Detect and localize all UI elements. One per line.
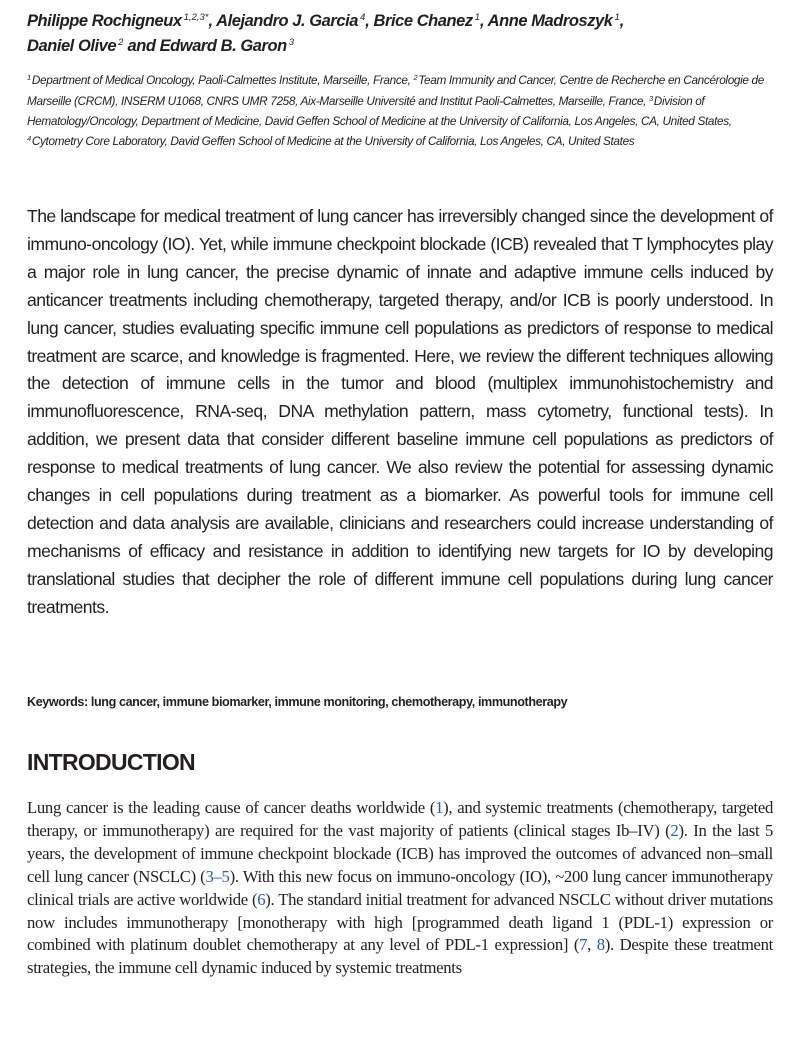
citation-link[interactable]: 8: [596, 935, 605, 955]
author-affiliation-marker[interactable]: 1: [614, 12, 620, 23]
citation-link[interactable]: 6: [257, 889, 266, 909]
affiliation: $^4$Cytometry Core Laboratory, David Geffen School of Medicine at the University of California, Los Angeles, CA, United States: [27, 133, 635, 148]
body-text: ). In the last 5 years, the development of immune checkpoint blockade (ICB) has improved the outcomes of advanced non–small cell lung cancer (NSCLC) (: [27, 820, 773, 886]
citation-link[interactable]: 2: [670, 820, 679, 840]
author-affiliation-marker[interactable]: 2: [118, 37, 124, 48]
introduction-paragraph: [27, 797, 773, 980]
author-affiliation-marker[interactable]: 1: [474, 12, 480, 23]
author: Brice Chanez $^1$,: [373, 12, 488, 30]
author-affiliation-marker[interactable]: 4: [359, 12, 366, 23]
author-affiliation-marker[interactable]: 3: [288, 37, 295, 48]
author-list: [27, 10, 773, 60]
affiliations: [27, 71, 773, 152]
citation-link[interactable]: 3–5: [205, 866, 230, 886]
affiliation: $^1$Department of Medical Oncology, Paoli-Calmettes Institute, Marseille, France,: [27, 73, 414, 87]
author: Philippe Rochigneux $^{1,2,3*}$,: [27, 12, 217, 30]
citation-link[interactable]: 7: [579, 935, 588, 955]
author: Edward B. Garon $^3$: [159, 37, 295, 55]
abstract: The landscape for medical treatment of lung cancer has irreversibly changed since the development of immuno-oncology (IO). Yet, while immune checkpoint blockade (ICB) revealed that T lymphocytes play a major role in lung cancer, the precise dynamic of innate and adaptive immune cells induced by anticancer treatments including chemotherapy, targeted therapy, and/or ICB is poorly understood. In lung cancer, studies evaluating specific immune cell populations as predictors of response to medical treatment are scarce, and knowledge is fragmented. Here, we review the different techniques allowing the detection of immune cells in the tumor and blood (multiplex immunohistochemistry and immunofluorescence, RNA-seq, DNA methylation pattern, mass cytometry, functional tests). In addition, we present data that consider different baseline immune cell populations as predictors of response to medical treatments of lung cancer. We also review the potential for assessing dynamic changes in cell populations during treatment as a biomarker. As powerful tools for immune cell detection and data analysis are available, clinicians and researchers could increase understanding of mechanisms of efficacy and resistance in addition to identifying new targets for IO by developing translational studies that decipher the role of different immune cell populations during lung cancer treatments.: [27, 206, 773, 617]
body-text: ). With this new focus on immuno-oncology (IO), ~200 lung cancer immunotherapy clinical trials are active worldwide (: [27, 866, 773, 909]
citation-link[interactable]: 1: [435, 798, 444, 817]
body-text: ). The standard initial treatment for advanced NSCLC without driver mutations now includes immunotherapy [monotherapy with high [programmed death ligand 1 (PDL-1) expression or combined with platinum doublet chemotherapy at any level of PDL-1 expression] (: [27, 889, 773, 955]
body-text: Lung cancer is the leading cause of cancer deaths worldwide (: [27, 798, 436, 817]
body-text: ), and systemic treatments (chemotherapy, targeted therapy, or immunotherapy) are required for the vast majority of patients (clinical stages Ib–IV) (: [27, 798, 773, 840]
keywords-label: Keywords:: [27, 695, 88, 709]
section-heading-introduction: INTRODUCTION: [27, 749, 195, 775]
body-text: ). Despite these treatment strategies, the immune cell dynamic induced by systemic treatments: [27, 935, 773, 978]
author: Alejandro J. Garcia $^4$,: [216, 12, 374, 30]
affiliation: $^2$Team Immunity and Cancer, Centre de Recherche en Cancérologie de Marseille (CRCM), INSERM U1068, CNRS UMR 7258, Aix-Marseille Université and Institut Paoli-Calmettes, Marseille, France,: [27, 73, 764, 108]
author: Daniel Olive $^2$ and: [27, 37, 160, 55]
author-affiliation-marker[interactable]: 1,2,3*: [183, 12, 209, 23]
author: Anne Madroszyk $^1$,: [487, 12, 624, 30]
body-text: ,: [587, 935, 597, 955]
keywords-list: lung cancer, immune biomarker, immune monitoring, chemotherapy, immunotherapy: [87, 695, 568, 709]
keywords: [27, 693, 773, 711]
affiliation: $^3$Division of Hematology/Oncology, Department of Medicine, David Geffen School of Medicine at the University of California, Los Angeles, CA, United States,: [27, 93, 732, 129]
